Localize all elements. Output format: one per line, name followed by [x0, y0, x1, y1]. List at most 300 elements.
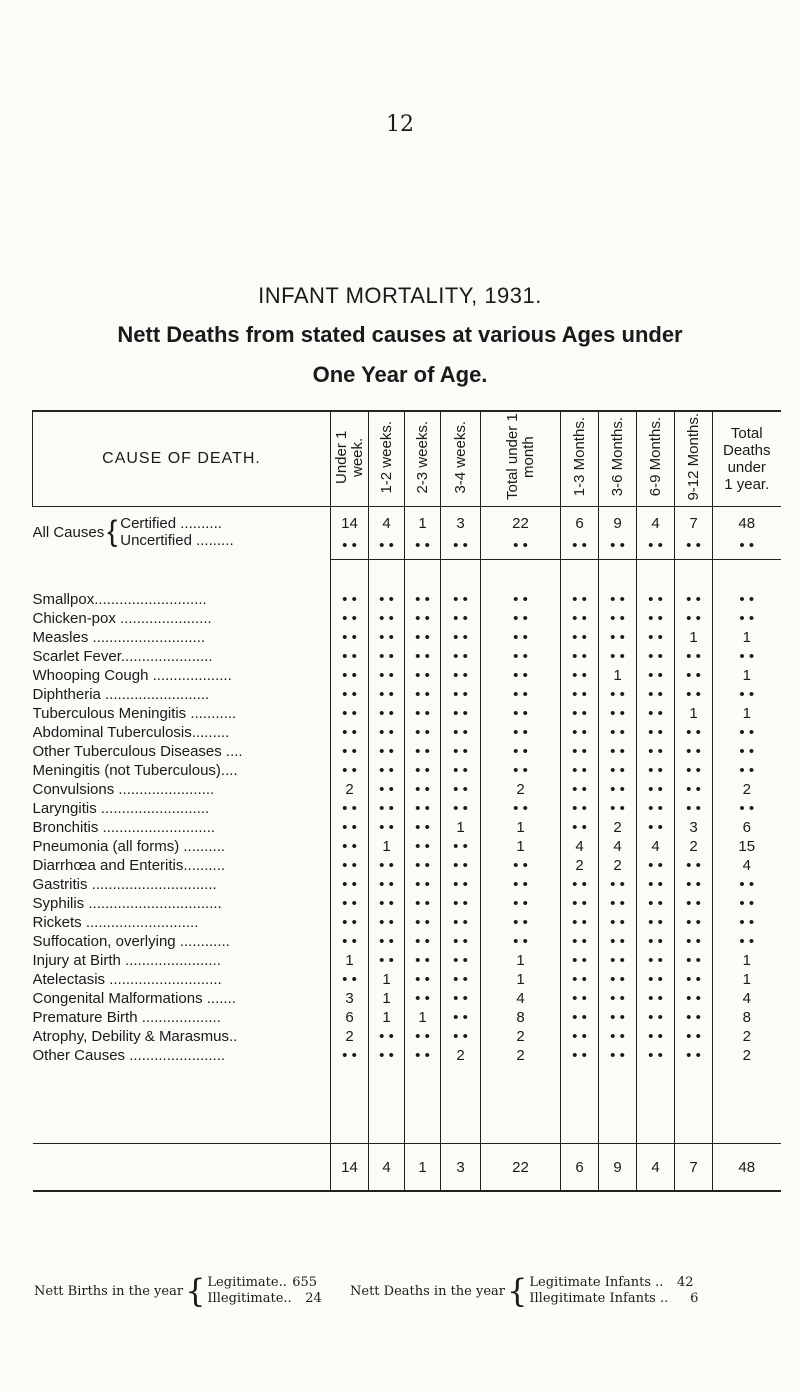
table-cell: • •	[637, 989, 675, 1008]
table-cell: • •	[331, 723, 369, 742]
total-header-line: 1 year.	[724, 476, 770, 493]
table-cell: • •	[481, 666, 561, 685]
births-legitimate-label: Legitimate..	[207, 1275, 287, 1290]
table-cell: • •	[713, 761, 781, 780]
table-cell: • •	[675, 742, 713, 761]
table-cell: 2	[481, 1027, 561, 1046]
table-cell: • •	[561, 1008, 599, 1027]
table-row	[33, 1027, 781, 1046]
table-cell: • •	[369, 894, 405, 913]
table-cell: • •	[441, 761, 481, 780]
table-cell: • •	[599, 628, 637, 647]
births-illegitimate-label: Illegitimate..	[207, 1291, 292, 1306]
table-cell: 2	[331, 780, 369, 799]
brace-glyph: {	[507, 1272, 528, 1310]
table-cell: • •	[369, 780, 405, 799]
table-cell: • •	[599, 1008, 637, 1027]
table-cell: • •	[561, 628, 599, 647]
table-cell: • •	[481, 647, 561, 666]
table-cell: • •	[637, 799, 675, 818]
table-cell: • •	[331, 537, 369, 560]
cause-label: Premature Birth ...................	[32, 1009, 221, 1026]
table-cell: • •	[405, 894, 441, 913]
table-cell: • •	[405, 932, 441, 951]
cause-label: Rickets ...........................	[32, 914, 199, 931]
deaths-label: Nett Deaths in the year	[350, 1283, 506, 1299]
table-cell: • •	[637, 666, 675, 685]
cause-label: Diphtheria .........................	[32, 686, 210, 703]
total-header-line: under	[727, 459, 766, 476]
table-cell: 1	[405, 507, 441, 538]
cause-label: Other Causes .......................	[32, 1047, 226, 1064]
cause-label: Bronchitis ...........................	[32, 819, 216, 836]
table-cell: • •	[561, 894, 599, 913]
table-cell: • •	[481, 590, 561, 609]
cause-label: Laryngitis ..........................	[32, 800, 210, 817]
table-cell: • •	[405, 799, 441, 818]
table-cell: • •	[637, 1008, 675, 1027]
table-cell: • •	[481, 723, 561, 742]
cause-label: Congenital Malformations .......	[32, 990, 236, 1007]
table-cell: • •	[675, 1046, 713, 1065]
total-column-header	[713, 411, 781, 507]
births-summary	[34, 1272, 322, 1310]
table-cell: • •	[369, 932, 405, 951]
table-row	[33, 989, 781, 1008]
table-cell: • •	[561, 704, 599, 723]
table-cell: • •	[713, 894, 781, 913]
table-cell: • •	[675, 1008, 713, 1027]
table-cell: • •	[331, 913, 369, 932]
table-cell: 4	[637, 837, 675, 856]
table-cell: 4	[599, 837, 637, 856]
table-cell: • •	[637, 647, 675, 666]
table-cell: • •	[441, 590, 481, 609]
table-cell: • •	[481, 875, 561, 894]
table-cell: • •	[637, 704, 675, 723]
table-cell: • •	[441, 609, 481, 628]
cause-label: Whooping Cough ...................	[32, 667, 232, 684]
table-cell: • •	[675, 875, 713, 894]
table-cell: 15	[713, 837, 781, 856]
table-cell: • •	[369, 628, 405, 647]
table-cell: • •	[599, 799, 637, 818]
cause-label: Diarrhœa and Enteritis..........	[32, 857, 226, 874]
table-cell: • •	[441, 913, 481, 932]
table-cell: • •	[441, 685, 481, 704]
column-header	[441, 411, 481, 507]
table-cell: • •	[637, 780, 675, 799]
table-cell: • •	[637, 1027, 675, 1046]
table-cell: • •	[561, 590, 599, 609]
all-causes-label-cell	[33, 507, 331, 560]
table-cell: • •	[637, 723, 675, 742]
column-header	[561, 411, 599, 507]
total-header-line: Deaths	[722, 442, 771, 459]
table-cell: 1	[369, 1008, 405, 1027]
births-illegitimate-value: 24	[305, 1291, 322, 1306]
table-cell: • •	[405, 837, 441, 856]
table-cell: • •	[561, 799, 599, 818]
table-cell: • •	[405, 913, 441, 932]
table-cell: • •	[441, 951, 481, 970]
table-cell: • •	[561, 932, 599, 951]
table-cell: 1	[441, 818, 481, 837]
table-cell: 1	[331, 951, 369, 970]
table-cell: • •	[713, 742, 781, 761]
cause-rows	[33, 590, 781, 1065]
table-cell: • •	[331, 685, 369, 704]
table-cell: 1	[713, 704, 781, 723]
table-cell: • •	[441, 704, 481, 723]
table-row	[33, 609, 781, 628]
table-cell: • •	[675, 932, 713, 951]
table-cell: • •	[637, 1046, 675, 1065]
table-cell: 1	[369, 837, 405, 856]
table-cell: • •	[331, 799, 369, 818]
table-cell: • •	[561, 685, 599, 704]
all-causes-label: All Causes	[32, 523, 105, 541]
table-row	[33, 1008, 781, 1027]
table-cell: • •	[675, 780, 713, 799]
table-cell: 1	[481, 951, 561, 970]
table-row	[33, 932, 781, 951]
table-cell: • •	[405, 1027, 441, 1046]
table-cell: • •	[331, 1046, 369, 1065]
table-cell: 1	[481, 818, 561, 837]
table-cell: 9	[599, 507, 637, 538]
total-cell: 14	[331, 1144, 369, 1192]
table-row	[33, 913, 781, 932]
table-cell: 1	[599, 666, 637, 685]
table-cell: • •	[561, 913, 599, 932]
column-header-label: 9-12 Months.	[684, 413, 702, 501]
table-cell: 1	[369, 989, 405, 1008]
table-cell: • •	[713, 537, 781, 560]
table-cell: • •	[675, 647, 713, 666]
table-cell: • •	[369, 647, 405, 666]
table-cell: • •	[481, 704, 561, 723]
table-cell: 2	[561, 856, 599, 875]
table-cell: • •	[405, 818, 441, 837]
table-cell: • •	[637, 818, 675, 837]
table-cell: • •	[369, 856, 405, 875]
table-cell: • •	[713, 932, 781, 951]
table-cell: 2	[713, 1027, 781, 1046]
table-cell: 6	[331, 1008, 369, 1027]
column-header	[405, 411, 441, 507]
column-header-label: 3-6 Months.	[608, 417, 626, 497]
table-cell: 8	[481, 1008, 561, 1027]
table-cell: • •	[675, 913, 713, 932]
table-row	[33, 1046, 781, 1065]
table-cell: • •	[675, 590, 713, 609]
table-cell: • •	[441, 628, 481, 647]
table-row	[33, 723, 781, 742]
certified-label: Certified ..........	[120, 515, 222, 532]
table-cell: • •	[675, 856, 713, 875]
cause-label: Atelectasis ...........................	[32, 971, 222, 988]
table-cell: 4	[713, 989, 781, 1008]
table-cell: • •	[599, 894, 637, 913]
births-legitimate-value: 655	[292, 1275, 318, 1290]
table-cell: • •	[637, 932, 675, 951]
table-cell: • •	[441, 970, 481, 989]
spacer-row	[33, 1065, 781, 1144]
table-cell: • •	[481, 932, 561, 951]
total-cell: 9	[599, 1144, 637, 1192]
table-cell: • •	[599, 1046, 637, 1065]
table-row	[33, 761, 781, 780]
table-cell: • •	[441, 723, 481, 742]
table-cell: • •	[599, 761, 637, 780]
table-cell: • •	[637, 537, 675, 560]
total-cell: 3	[441, 1144, 481, 1192]
table-cell: • •	[481, 761, 561, 780]
cause-label: Chicken-pox ......................	[32, 610, 212, 627]
total-cell: 4	[369, 1144, 405, 1192]
table-cell: • •	[561, 647, 599, 666]
table-row	[33, 818, 781, 837]
table-cell: 1	[675, 704, 713, 723]
table-cell: • •	[441, 537, 481, 560]
table-cell: • •	[599, 590, 637, 609]
table-cell: • •	[713, 875, 781, 894]
table-cell: • •	[561, 761, 599, 780]
table-cell: 8	[713, 1008, 781, 1027]
table-cell: • •	[331, 818, 369, 837]
table-cell: • •	[637, 875, 675, 894]
uncertified-label: Uncertified .........	[120, 532, 234, 549]
cause-label: Syphilis ................................	[32, 895, 222, 912]
table-cell: 2	[481, 780, 561, 799]
table-cell: 2	[713, 780, 781, 799]
table-cell: • •	[561, 875, 599, 894]
infant-mortality-table	[32, 410, 781, 1192]
table-cell: • •	[369, 723, 405, 742]
table-cell: • •	[481, 609, 561, 628]
table-cell: • •	[405, 856, 441, 875]
table-cell: • •	[331, 742, 369, 761]
table-cell: • •	[405, 666, 441, 685]
table-cell: • •	[481, 799, 561, 818]
table-cell: • •	[405, 761, 441, 780]
table-cell: • •	[369, 609, 405, 628]
table-cell: • •	[713, 590, 781, 609]
table-cell: • •	[675, 1027, 713, 1046]
table-cell: • •	[331, 628, 369, 647]
table-cell: 2	[441, 1046, 481, 1065]
page-number: 12	[386, 112, 414, 137]
cause-label: Atrophy, Debility & Marasmus..	[32, 1028, 238, 1045]
table-cell: • •	[481, 742, 561, 761]
table-cell: • •	[599, 742, 637, 761]
table-cell: 4	[369, 507, 405, 538]
table-cell: • •	[481, 913, 561, 932]
deaths-summary	[350, 1272, 699, 1310]
total-cell: 7	[675, 1144, 713, 1192]
table-cell: 48	[713, 507, 781, 538]
table-cell: • •	[637, 913, 675, 932]
table-cell: • •	[331, 609, 369, 628]
column-header-label: 1-3 Months.	[570, 417, 588, 497]
table-cell: • •	[637, 894, 675, 913]
table-cell: • •	[441, 932, 481, 951]
totals-row	[33, 1144, 781, 1192]
table-cell: • •	[369, 666, 405, 685]
table-cell: 1	[369, 970, 405, 989]
total-cell: 22	[481, 1144, 561, 1192]
table-cell: • •	[599, 970, 637, 989]
brace-glyph: {	[107, 515, 118, 548]
table-cell: • •	[405, 1046, 441, 1065]
table-row	[33, 685, 781, 704]
table-cell: • •	[441, 799, 481, 818]
table-cell: • •	[675, 799, 713, 818]
table-cell: • •	[637, 609, 675, 628]
table-cell: • •	[331, 837, 369, 856]
table-header-row	[33, 411, 781, 507]
table-cell: • •	[405, 742, 441, 761]
table-cell: • •	[637, 856, 675, 875]
table-cell: 1	[713, 951, 781, 970]
table-cell: • •	[405, 951, 441, 970]
table-row	[33, 590, 781, 609]
table-cell: 22	[481, 507, 561, 538]
table-cell: • •	[675, 537, 713, 560]
table-cell: • •	[331, 856, 369, 875]
table-cell: • •	[369, 685, 405, 704]
table-cell: 2	[331, 1027, 369, 1046]
cause-label: Tuberculous Meningitis ...........	[32, 705, 237, 722]
table-cell: • •	[405, 723, 441, 742]
table-cell: • •	[637, 628, 675, 647]
table-cell: • •	[331, 590, 369, 609]
table-cell: • •	[561, 723, 599, 742]
deaths-legitimate-value: 42	[677, 1275, 694, 1290]
table-cell: • •	[675, 666, 713, 685]
table-cell: • •	[675, 989, 713, 1008]
table-cell: • •	[675, 970, 713, 989]
table-cell: 2	[481, 1046, 561, 1065]
table-cell: 7	[675, 507, 713, 538]
table-row	[33, 894, 781, 913]
table-row	[33, 799, 781, 818]
table-cell: • •	[405, 780, 441, 799]
table-cell: • •	[713, 723, 781, 742]
cause-label: Gastritis ..............................	[32, 876, 217, 893]
column-header	[481, 411, 561, 507]
cause-label: Scarlet Fever......................	[32, 648, 213, 665]
table-cell: • •	[331, 761, 369, 780]
cause-label: Convulsions .......................	[32, 781, 215, 798]
table-cell: • •	[599, 685, 637, 704]
column-header-label: 1-2 weeks.	[377, 420, 395, 494]
table-cell: • •	[561, 970, 599, 989]
table-cell: • •	[675, 761, 713, 780]
column-header-label: 6-9 Months.	[646, 417, 664, 497]
table-cell: • •	[561, 951, 599, 970]
table-cell: • •	[369, 1027, 405, 1046]
table-cell: • •	[441, 742, 481, 761]
table-cell: 6	[713, 818, 781, 837]
table-cell: • •	[713, 799, 781, 818]
table-cell: • •	[405, 609, 441, 628]
table-cell: • •	[637, 685, 675, 704]
table-cell: • •	[675, 951, 713, 970]
column-header-label: Total under 1 month	[503, 413, 537, 501]
column-header	[599, 411, 637, 507]
table-cell: • •	[599, 913, 637, 932]
cause-label: Abdominal Tuberculosis.........	[32, 724, 230, 741]
table-cell: 1	[713, 970, 781, 989]
cause-column-header: CAUSE OF DEATH.	[33, 411, 331, 507]
table-cell: • •	[331, 666, 369, 685]
table-cell: • •	[331, 647, 369, 666]
table-cell: • •	[405, 989, 441, 1008]
table-row	[33, 970, 781, 989]
table-cell: 14	[331, 507, 369, 538]
table-cell: • •	[713, 913, 781, 932]
table-cell: • •	[599, 647, 637, 666]
table-cell: • •	[713, 647, 781, 666]
table-cell: • •	[369, 875, 405, 894]
table-cell: • •	[599, 537, 637, 560]
table-cell: • •	[561, 1046, 599, 1065]
table-cell: • •	[369, 1046, 405, 1065]
table-cell: • •	[405, 590, 441, 609]
total-cell: 48	[713, 1144, 781, 1192]
table-cell: • •	[599, 723, 637, 742]
deaths-illegitimate-label: Illegitimate Infants ..	[529, 1291, 669, 1306]
table-cell: • •	[369, 818, 405, 837]
table-cell: • •	[637, 742, 675, 761]
table-cell: 4	[713, 856, 781, 875]
table-cell: • •	[637, 761, 675, 780]
table-cell: • •	[675, 894, 713, 913]
table-cell: 1	[481, 837, 561, 856]
table-cell: • •	[441, 875, 481, 894]
column-header-label: 2-3 weeks.	[413, 420, 431, 494]
table-cell: • •	[599, 1027, 637, 1046]
table-cell: • •	[331, 894, 369, 913]
table-cell: • •	[561, 989, 599, 1008]
table-cell: • •	[713, 685, 781, 704]
table-cell: • •	[561, 818, 599, 837]
table-row	[33, 666, 781, 685]
total-cell: 6	[561, 1144, 599, 1192]
cause-label: Meningitis (not Tuberculous)....	[32, 762, 238, 779]
table-cell: 1	[713, 628, 781, 647]
table-cell: • •	[405, 628, 441, 647]
table-cell: • •	[561, 1027, 599, 1046]
table-row	[33, 704, 781, 723]
table-cell: • •	[675, 723, 713, 742]
table-row	[33, 856, 781, 875]
table-cell: • •	[599, 875, 637, 894]
table-cell: • •	[637, 951, 675, 970]
table-cell: • •	[405, 704, 441, 723]
table-cell: • •	[637, 590, 675, 609]
table-cell: • •	[331, 875, 369, 894]
cause-label: Smallpox...........................	[32, 591, 207, 608]
table-cell: • •	[441, 780, 481, 799]
table-cell: • •	[405, 875, 441, 894]
table-cell: • •	[599, 704, 637, 723]
table-cell: • •	[405, 647, 441, 666]
table-cell: • •	[331, 970, 369, 989]
table-row	[33, 742, 781, 761]
